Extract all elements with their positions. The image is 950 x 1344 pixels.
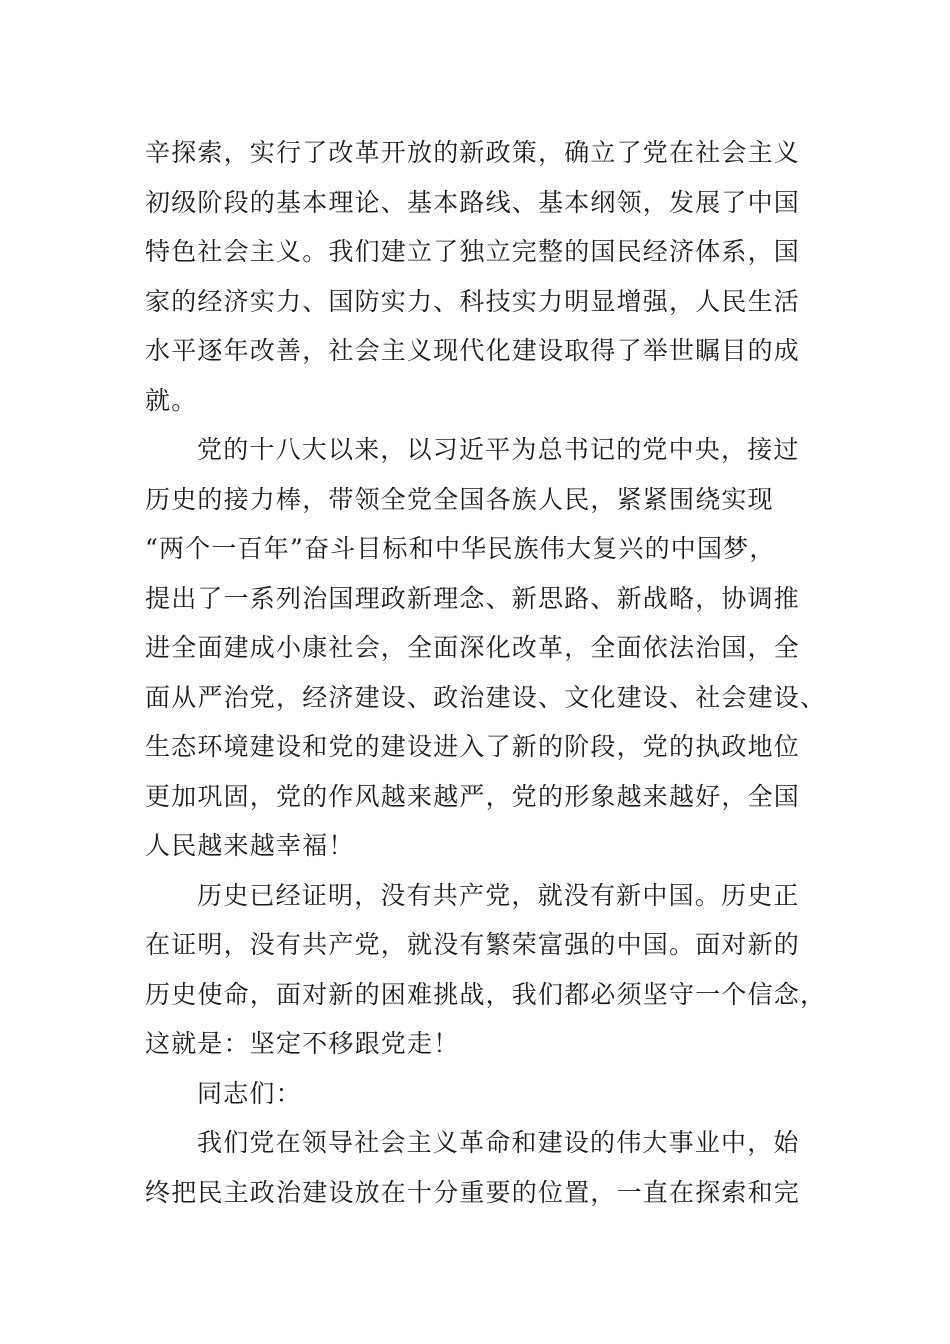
text-line: 生态环境建设和党的建设进入了新的阶段，党的执政地位 bbox=[145, 732, 801, 761]
text-line: 人民越来越幸福！ bbox=[145, 831, 355, 860]
body-text bbox=[145, 128, 827, 1217]
text-line: 同志们： bbox=[197, 1078, 302, 1108]
text-line: 历史已经证明，没有共产党，就没有新中国。历史正 bbox=[197, 880, 800, 910]
text-line: 水平逐年改善，社会主义现代化建设取得了举世瞩目的成 bbox=[145, 336, 801, 365]
text-line: 面从严治党，经济建设、政治建设、文化建设、社会建设、 bbox=[145, 682, 827, 712]
text-line: 特色社会主义。我们建立了独立完整的国民经济体系，国 bbox=[145, 237, 801, 266]
text-line: 在证明，没有共产党，就没有繁荣富强的中国。面对新的 bbox=[145, 930, 801, 959]
text-line: 这就是：坚定不移跟党走！ bbox=[145, 1029, 460, 1058]
text-line: 初级阶段的基本理论、基本路线、基本纲领，发展了中国 bbox=[145, 187, 801, 217]
text-line: 历史使命，面对新的困难挑战，我们都必须坚守一个信念， bbox=[145, 979, 827, 1009]
text-line: 进全面建成小康社会，全面深化改革，全面依法治国，全 bbox=[145, 633, 801, 662]
text-line: 就。 bbox=[145, 385, 198, 415]
text-line: 更加巩固，党的作风越来越严，党的形象越来越好，全国 bbox=[145, 781, 801, 811]
text-line: 家的经济实力、国防实力、科技实力明显增强，人民生活 bbox=[145, 286, 801, 316]
text-line: 历史的接力棒，带领全党全国各族人民，紧紧围绕实现 bbox=[145, 484, 774, 514]
text-line: 提出了一系列治国理政新理念、新思路、新战略，协调推 bbox=[145, 583, 801, 613]
text-line: 终把民主政治建设放在十分重要的位置，一直在探索和完 bbox=[145, 1177, 801, 1207]
text-line: “两个一百年”奋斗目标和中华民族伟大复兴的中国梦， bbox=[145, 534, 776, 563]
text-line: 党的十八大以来，以习近平为总书记的党中央，接过 bbox=[197, 435, 800, 464]
text-line: 我们党在领导社会主义革命和建设的伟大事业中，始 bbox=[197, 1128, 800, 1157]
text-line: 辛探索，实行了改革开放的新政策，确立了党在社会主义 bbox=[145, 138, 801, 167]
